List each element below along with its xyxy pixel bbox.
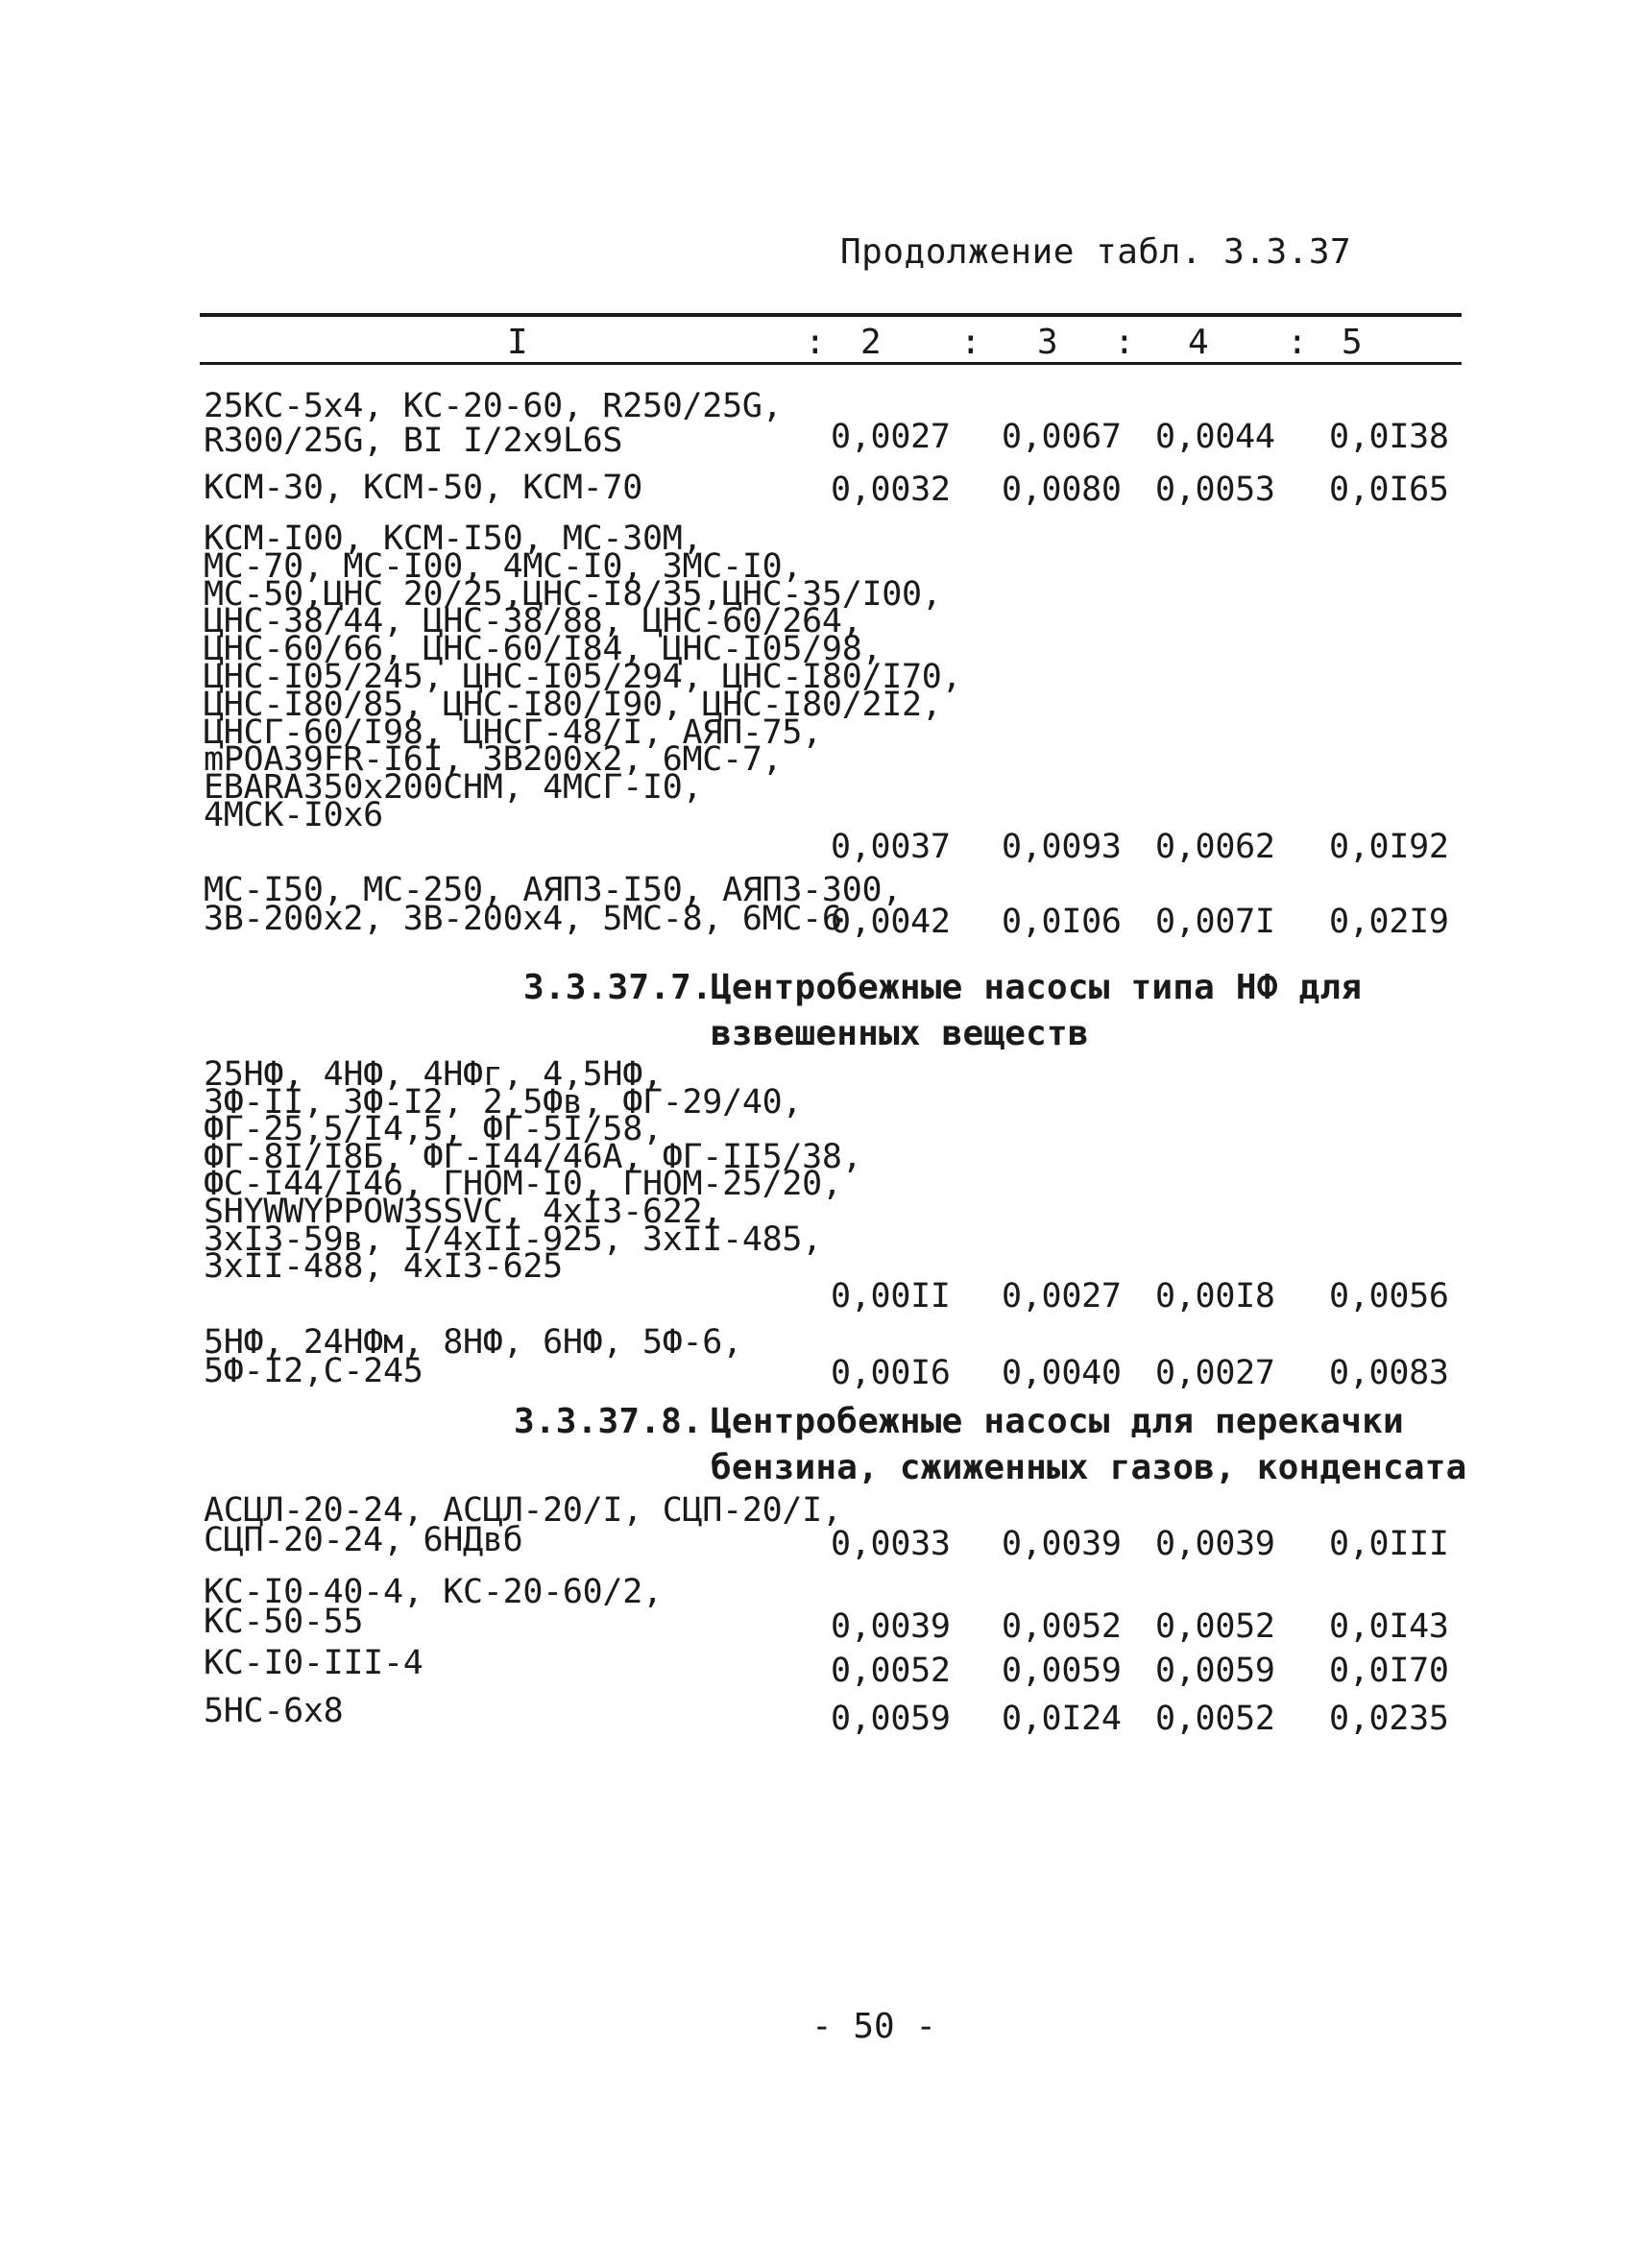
table-cell-col2: 0,0059 — [831, 1700, 951, 1738]
table-cell-col3: 0,0040 — [1002, 1354, 1122, 1392]
table-cell-col2: 0,00II — [831, 1277, 951, 1315]
table-header-rule — [200, 362, 1462, 365]
table-top-rule — [200, 313, 1462, 317]
table-row-label: 25КС-5х4, КС-20-60, R250/25G, R300/25G, ВI I/2x9L6S — [204, 387, 783, 460]
table-cell-col2: 0,0027 — [831, 418, 951, 456]
table-row-label: МС-I50, МС-250, АЯПЗ-I50, АЯПЗ-300, 3В-200х2, 3В-200х4, 5МС-8, 6МС-6 — [204, 871, 903, 938]
table-cell-col5: 0,0I70 — [1329, 1652, 1449, 1690]
table-continuation-caption: Продолжение табл. 3.3.37 — [840, 232, 1352, 272]
table-cell-col4: 0,007I — [1155, 903, 1275, 941]
column-header-3: 3 — [1037, 323, 1058, 362]
table-cell-col2: 0,0039 — [831, 1607, 951, 1646]
table-row-label: КСМ-30, КСМ-50, КСМ-70 — [204, 469, 642, 507]
table-cell-col2: 0,0032 — [831, 470, 951, 509]
table-cell-col5: 0,0056 — [1329, 1277, 1449, 1315]
section-heading-number: 3.3.37.8. — [514, 1402, 703, 1441]
section-heading-title-continued: бензина, сжиженных газов, конденсата — [711, 1448, 1467, 1487]
column-separator: : — [1287, 323, 1308, 362]
table-cell-col4: 0,0027 — [1155, 1354, 1275, 1392]
table-cell-col3: 0,0059 — [1002, 1652, 1122, 1690]
table-cell-col4: 0,0053 — [1155, 470, 1275, 509]
table-cell-col4: 0,0039 — [1155, 1525, 1275, 1563]
table-cell-col5: 0,0I43 — [1329, 1607, 1449, 1646]
table-cell-col2: 0,0037 — [831, 828, 951, 866]
table-row-label: 5НС-6х8 — [204, 1692, 344, 1730]
table-row-label: КС-I0-III-4 — [204, 1644, 423, 1682]
table-cell-col5: 0,0I92 — [1329, 828, 1449, 866]
table-cell-col5: 0,02I9 — [1329, 903, 1449, 941]
table-cell-col5: 0,0083 — [1329, 1354, 1449, 1392]
table-cell-col5: 0,0I38 — [1329, 418, 1449, 456]
table-cell-col3: 0,0080 — [1002, 470, 1122, 509]
table-cell-col5: 0,0I65 — [1329, 470, 1449, 509]
table-cell-col4: 0,0062 — [1155, 828, 1275, 866]
table-cell-col4: 0,0044 — [1155, 418, 1275, 456]
table-row-label: КСМ-I00, КСМ-I50, МС-30М, МС-70, МС-I00, 4МС-I0, 3МС-I0, МС-50,ЦНС 20/25,ЦНС-I8/35,ЦНС-35/I00, ЦНС-38/44, ЦНС-38/88, ЦНС-60/264, ЦНС-60/66, ЦНС-60/I84, ЦНС-I05/98, ЦНС-I05/245, ЦНС-I05/294, ЦНС-I80/I70, ЦНС-I80/85, ЦНС-I80/I90, ЦНС-I80/2I2, ЦНСГ-60/I98, ЦНСГ-48/I, АЯП-75, mPOA39FR-I6I, 3В200х2, 6МС-7, EBARA350x200CHM, 4МСГ-I0, 4МСК-I0х6 — [204, 519, 962, 834]
column-separator: : — [805, 323, 826, 362]
table-row-label: КС-I0-40-4, КС-20-60/2, КС-50-55 — [204, 1573, 663, 1641]
table-row-label: 5НФ, 24НФм, 8НФ, 6НФ, 5Ф-6, 5Ф-I2,С-245 — [204, 1323, 742, 1390]
table-cell-col2: 0,00I6 — [831, 1354, 951, 1392]
table-cell-col3: 0,0093 — [1002, 828, 1122, 866]
table-cell-col5: 0,0III — [1329, 1525, 1449, 1563]
section-heading-title: Центробежные насосы типа НФ для — [711, 968, 1363, 1007]
column-header-1: I — [507, 323, 528, 362]
table-cell-col4: 0,00I8 — [1155, 1277, 1275, 1315]
table-cell-col2: 0,0052 — [831, 1652, 951, 1690]
table-cell-col4: 0,0052 — [1155, 1607, 1275, 1646]
section-heading-title-continued: взвешенных веществ — [711, 1014, 1089, 1053]
table-cell-col2: 0,0042 — [831, 903, 951, 941]
table-row-label: АСЦЛ-20-24, АСЦЛ-20/I, СЦП-20/I, СЦП-20-24, 6НДвб — [204, 1491, 842, 1559]
column-separator: : — [1114, 323, 1135, 362]
table-cell-col3: 0,0027 — [1002, 1277, 1122, 1315]
table-cell-col5: 0,0235 — [1329, 1700, 1449, 1738]
table-cell-col3: 0,0I24 — [1002, 1700, 1122, 1738]
table-cell-col3: 0,0067 — [1002, 418, 1122, 456]
table-cell-col4: 0,0059 — [1155, 1652, 1275, 1690]
table-cell-col3: 0,0039 — [1002, 1525, 1122, 1563]
table-cell-col2: 0,0033 — [831, 1525, 951, 1563]
section-heading-title: Центробежные насосы для перекачки — [711, 1402, 1404, 1441]
column-separator: : — [960, 323, 981, 362]
column-header-4: 4 — [1188, 323, 1209, 362]
section-heading-number: 3.3.37.7. — [523, 968, 713, 1007]
page-number: - 50 - — [811, 2007, 937, 2046]
column-header-2: 2 — [860, 323, 882, 362]
table-row-label: 25НФ, 4НФ, 4НФг, 4,5НФ, 3Ф-II, 3Ф-I2, 2,5Фв, ФГ-29/40, ФГ-25,5/I4,5, ФГ-5I/58, ФГ-8I/I8Б, ФГ-I44/46А, ФГ-II5/38, ФС-I44/I46, ГНОМ-I0, ГНОМ-25/20, SHYWWYPPOW3SSVC, 4хI3-622, 3хI3-59в, I/4хII-925, 3хII-485, 3хII-488, 4хI3-625 — [204, 1055, 862, 1287]
table-cell-col4: 0,0052 — [1155, 1700, 1275, 1738]
column-header-5: 5 — [1342, 323, 1363, 362]
table-cell-col3: 0,0052 — [1002, 1607, 1122, 1646]
table-cell-col3: 0,0I06 — [1002, 903, 1122, 941]
